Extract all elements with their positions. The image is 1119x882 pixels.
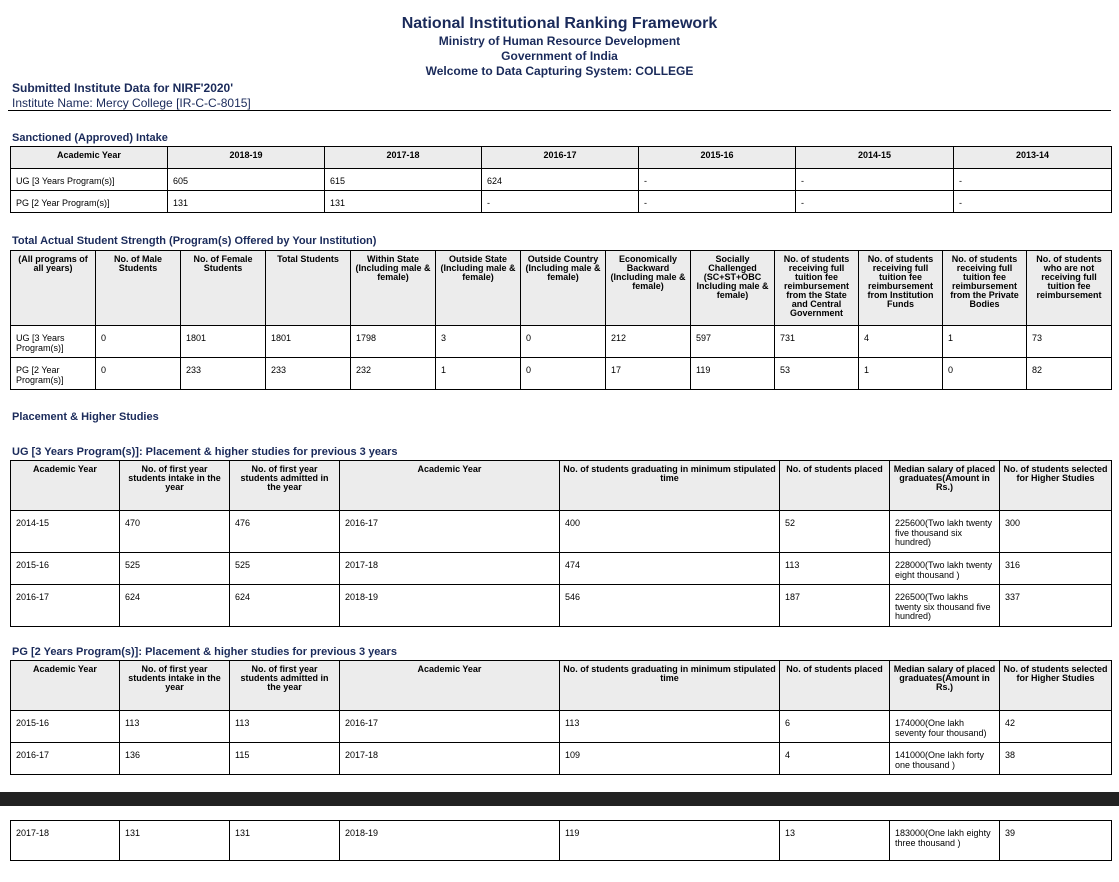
strength-cell: 1 <box>436 358 521 390</box>
pg-placement-continued-cell: 39 <box>1000 821 1112 861</box>
ug-placement-cell: 228000(Two lakh twenty eight thousand ) <box>890 553 1000 585</box>
strength-cell: 1 <box>943 326 1027 358</box>
pg-placement-cell: 2015-16 <box>11 711 120 743</box>
ug-placement-cell: 300 <box>1000 511 1112 553</box>
ug-placement-header-cell: Median salary of placed graduates(Amount in Rs.) <box>890 461 1000 511</box>
strength-cell: PG [2 Year Program(s)] <box>11 358 96 390</box>
strength-cell: 0 <box>96 326 181 358</box>
pg-placement-header-cell: No. of students graduating in minimum stipulated time <box>560 661 780 711</box>
pg-placement-table <box>10 660 1112 775</box>
pg-placement-cell: 2016-17 <box>11 743 120 775</box>
strength-cell: 0 <box>521 358 606 390</box>
pg-placement-cell: 113 <box>120 711 230 743</box>
intake-cell: 624 <box>482 169 639 191</box>
strength-header-cell: No. of students receiving full tuition fee reimbursement from Institution Funds <box>859 251 943 326</box>
ug-placement-table <box>10 460 1112 627</box>
pg-placement-cell: 174000(One lakh seventy four thousand) <box>890 711 1000 743</box>
strength-header-cell: Total Students <box>266 251 351 326</box>
ug-placement-header-cell: No. of students placed <box>780 461 890 511</box>
page-header <box>0 14 1119 79</box>
strength-cell: 1801 <box>266 326 351 358</box>
pg-placement-continued-cell: 13 <box>780 821 890 861</box>
pg-placement-cell: 38 <box>1000 743 1112 775</box>
pg-placement-continued-cell: 131 <box>120 821 230 861</box>
pg-placement-header-cell: Academic Year <box>11 661 120 711</box>
strength-header-cell: Outside Country (Including male & female) <box>521 251 606 326</box>
strength-row <box>11 358 1112 390</box>
ug-placement-cell: 546 <box>560 585 780 627</box>
ug-placement-header-cell: No. of students graduating in minimum stipulated time <box>560 461 780 511</box>
strength-cell: 17 <box>606 358 691 390</box>
intake-header-cell: 2014-15 <box>796 147 954 169</box>
ug-placement-row <box>11 585 1112 627</box>
strength-row <box>11 326 1112 358</box>
strength-cell: 4 <box>859 326 943 358</box>
ug-placement-cell: 470 <box>120 511 230 553</box>
pg-placement-header-cell: No. of first year students admitted in the year <box>230 661 340 711</box>
intake-cell: PG [2 Year Program(s)] <box>11 191 168 213</box>
pg-placement-continued-cell: 131 <box>230 821 340 861</box>
intake-cell: 131 <box>168 191 325 213</box>
ug-placement-header-cell: Academic Year <box>340 461 560 511</box>
ug-placement-cell: 624 <box>230 585 340 627</box>
header-divider <box>8 110 1111 111</box>
strength-cell: 1798 <box>351 326 436 358</box>
pg-placement-row <box>11 743 1112 775</box>
pg-placement-cell: 109 <box>560 743 780 775</box>
institute-name: Institute Name: Mercy College [IR-C-C-8015] <box>12 96 251 110</box>
strength-cell: 1801 <box>181 326 266 358</box>
strength-cell: 212 <box>606 326 691 358</box>
pg-placement-cell: 2016-17 <box>340 711 560 743</box>
ug-placement-cell: 2017-18 <box>340 553 560 585</box>
ug-placement-cell: 316 <box>1000 553 1112 585</box>
pg-placement-header-cell: Academic Year <box>340 661 560 711</box>
ug-placement-header-cell: No. of students selected for Higher Studies <box>1000 461 1112 511</box>
ug-placement-cell: 525 <box>120 553 230 585</box>
intake-cell: 615 <box>325 169 482 191</box>
intake-header-cell: 2015-16 <box>639 147 796 169</box>
ug-placement-cell: 337 <box>1000 585 1112 627</box>
ug-placement-header-cell: No. of first year students intake in the year <box>120 461 230 511</box>
pg-placement-cell: 115 <box>230 743 340 775</box>
intake-cell: 605 <box>168 169 325 191</box>
strength-header-cell: Outside State (Including male & female) <box>436 251 521 326</box>
pg-placement-header-cell: No. of first year students intake in the year <box>120 661 230 711</box>
strength-header-cell: No. of students receiving full tuition fee reimbursement from the State and Central Government <box>775 251 859 326</box>
strength-header-cell: No. of students receiving full tuition fee reimbursement from the Private Bodies <box>943 251 1027 326</box>
intake-header-cell: 2017-18 <box>325 147 482 169</box>
strength-header-cell: Within State (Including male & female) <box>351 251 436 326</box>
strength-cell: 0 <box>96 358 181 390</box>
page-title: National Institutional Ranking Framework <box>401 15 718 32</box>
strength-header-cell: Economically Backward (Including male & female) <box>606 251 691 326</box>
ug-placement-header-cell: No. of first year students admitted in the year <box>230 461 340 511</box>
ug-placement-row <box>11 511 1112 553</box>
strength-cell: 232 <box>351 358 436 390</box>
intake-header-cell: 2016-17 <box>482 147 639 169</box>
strength-section-title: Total Actual Student Strength (Program(s) Offered by Your Institution) <box>12 235 377 247</box>
ug-placement-cell: 2018-19 <box>340 585 560 627</box>
pg-placement-cell: 141000(One lakh forty one thousand ) <box>890 743 1000 775</box>
intake-row <box>11 169 1112 191</box>
pg-placement-continued-cell: 2017-18 <box>11 821 120 861</box>
pg-placement-cell: 113 <box>560 711 780 743</box>
ug-placement-cell: 52 <box>780 511 890 553</box>
ug-placement-cell: 525 <box>230 553 340 585</box>
ug-placement-cell: 476 <box>230 511 340 553</box>
strength-header-cell: No. of students who are not receiving full tuition fee reimbursement <box>1027 251 1112 326</box>
pg-placement-row <box>11 711 1112 743</box>
intake-cell: - <box>796 191 954 213</box>
strength-cell: 0 <box>521 326 606 358</box>
strength-cell: 233 <box>181 358 266 390</box>
intake-header-cell: 2018-19 <box>168 147 325 169</box>
strength-cell: 3 <box>436 326 521 358</box>
strength-cell: 597 <box>691 326 775 358</box>
strength-cell: UG [3 Years Program(s)] <box>11 326 96 358</box>
pg-placement-header-cell: Median salary of placed graduates(Amount in Rs.) <box>890 661 1000 711</box>
ug-placement-cell: 2014-15 <box>11 511 120 553</box>
intake-cell: - <box>482 191 639 213</box>
strength-cell: 731 <box>775 326 859 358</box>
government-line: Government of India <box>501 49 618 63</box>
intake-cell: - <box>954 191 1112 213</box>
ug-placement-cell: 187 <box>780 585 890 627</box>
intake-cell: - <box>639 191 796 213</box>
ug-placement-cell: 624 <box>120 585 230 627</box>
ug-placement-cell: 2016-17 <box>11 585 120 627</box>
strength-header-cell: No. of Male Students <box>96 251 181 326</box>
pg-placement-cell: 136 <box>120 743 230 775</box>
strength-cell: 53 <box>775 358 859 390</box>
ug-placement-header-cell: Academic Year <box>11 461 120 511</box>
intake-cell: - <box>796 169 954 191</box>
intake-header-cell: Academic Year <box>11 147 168 169</box>
intake-cell: - <box>639 169 796 191</box>
pg-placement-cell: 4 <box>780 743 890 775</box>
ug-placement-cell: 2016-17 <box>340 511 560 553</box>
strength-cell: 233 <box>266 358 351 390</box>
pg-placement-cell: 2017-18 <box>340 743 560 775</box>
strength-cell: 82 <box>1027 358 1112 390</box>
ug-placement-cell: 226500(Two lakhs twenty six thousand five hundred) <box>890 585 1000 627</box>
ministry-line: Ministry of Human Resource Development <box>438 34 681 48</box>
intake-table <box>10 146 1112 213</box>
pg-placement-continued-row <box>11 821 1112 861</box>
strength-cell: 119 <box>691 358 775 390</box>
intake-header-cell: 2013-14 <box>954 147 1112 169</box>
ug-placement-row <box>11 553 1112 585</box>
pg-placement-cell: 6 <box>780 711 890 743</box>
ug-placement-cell: 2015-16 <box>11 553 120 585</box>
intake-cell: - <box>954 169 1112 191</box>
pg-placement-header-cell: No. of students selected for Higher Studies <box>1000 661 1112 711</box>
pg-placement-table-continued <box>10 820 1112 861</box>
strength-cell: 1 <box>859 358 943 390</box>
strength-cell: 73 <box>1027 326 1112 358</box>
ug-placement-title: UG [3 Years Program(s)]: Placement & higher studies for previous 3 years <box>12 446 398 458</box>
pg-placement-continued-cell: 2018-19 <box>340 821 560 861</box>
strength-table <box>10 250 1112 390</box>
pg-placement-cell: 42 <box>1000 711 1112 743</box>
ug-placement-cell: 400 <box>560 511 780 553</box>
submitted-heading: Submitted Institute Data for NIRF'2020' <box>12 81 234 95</box>
placement-section-title: Placement & Higher Studies <box>12 411 159 423</box>
intake-cell: 131 <box>325 191 482 213</box>
pg-placement-cell: 113 <box>230 711 340 743</box>
ug-placement-cell: 225600(Two lakh twenty five thousand six hundred) <box>890 511 1000 553</box>
ug-placement-cell: 113 <box>780 553 890 585</box>
strength-header-cell: Socially Challenged (SC+ST+OBC Including male & female) <box>691 251 775 326</box>
ug-placement-cell: 474 <box>560 553 780 585</box>
pg-placement-continued-cell: 183000(One lakh eighty three thousand ) <box>890 821 1000 861</box>
page-break-bar <box>0 792 1119 806</box>
strength-header-cell: (All programs of all years) <box>11 251 96 326</box>
strength-header-cell: No. of Female Students <box>181 251 266 326</box>
strength-cell: 0 <box>943 358 1027 390</box>
intake-row <box>11 191 1112 213</box>
intake-cell: UG [3 Years Program(s)] <box>11 169 168 191</box>
intake-section-title: Sanctioned (Approved) Intake <box>12 132 168 144</box>
pg-placement-continued-cell: 119 <box>560 821 780 861</box>
welcome-line: Welcome to Data Capturing System: COLLEGE <box>425 64 694 78</box>
pg-placement-header-cell: No. of students placed <box>780 661 890 711</box>
pg-placement-title: PG [2 Years Program(s)]: Placement & higher studies for previous 3 years <box>12 646 397 658</box>
